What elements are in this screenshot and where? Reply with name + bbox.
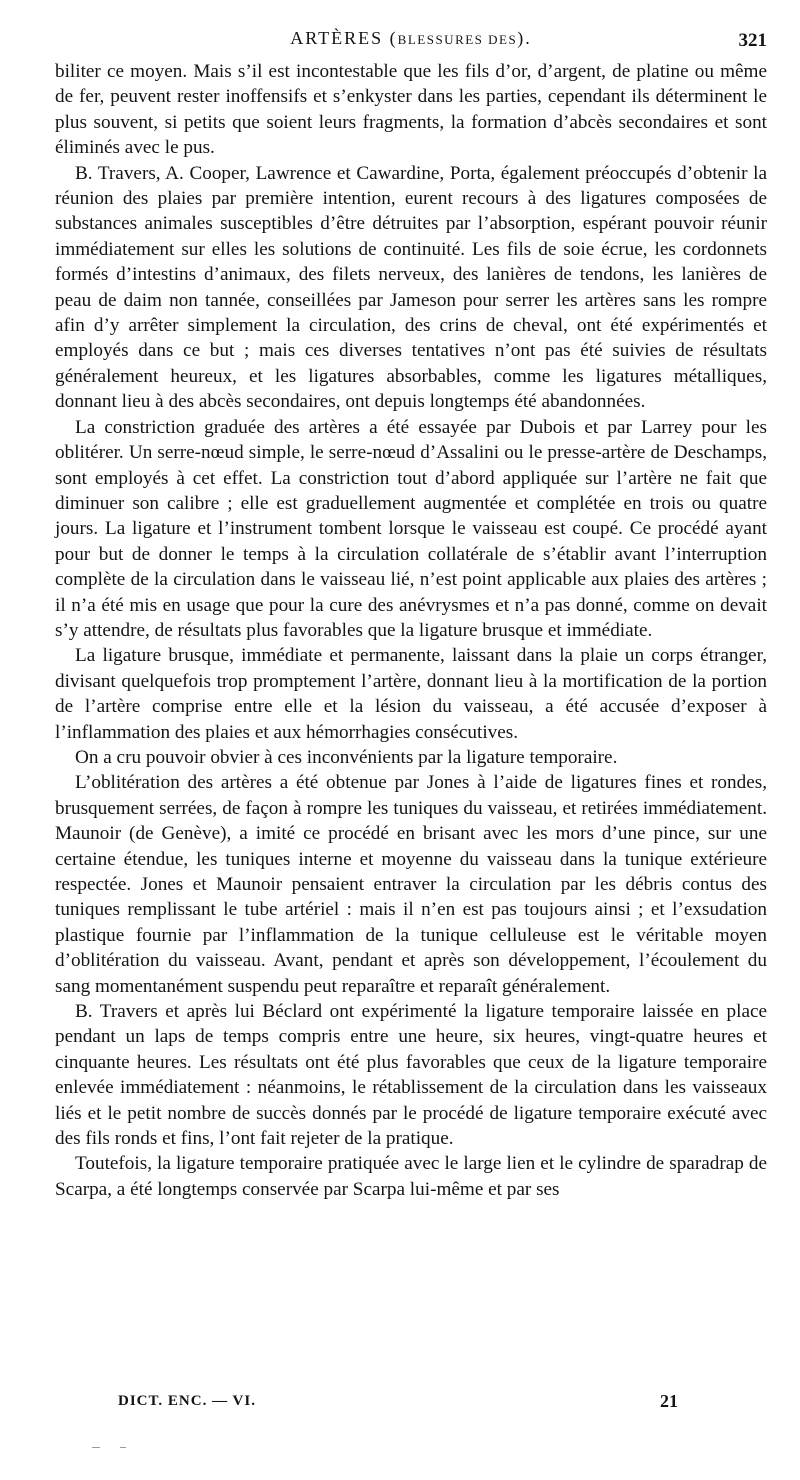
running-title-end: ). <box>517 28 532 48</box>
paragraph: B. Travers, A. Cooper, Lawrence et Cawardine, Porta, également préoccupés d’obtenir la réunion des plaies par première intention, eurent recours à des ligatures composées de substances animales susceptibles d’être détruites par l’absorption, espérant pouvoir réunir immédiatement sur elles les solutions de continuité. Les fils de soie écrue, les cordonnets formés d’intestins d’animaux, des filets nerveux, des lanières de tendons, les lanières de peau de daim non tannée, conseillées par Jameson pour serrer les artères sans les rompre afin d’y arrêter simplement la circulation, des crins de cheval, ont été expérimentés et employés dans ce but ; mais ces diverses tentatives n’ont pas été suivies de résultats généralement heureux, et les ligatures absorbables, comme les ligatures métalliques, donnant lieu à des abcès secondaires, ont depuis longtemps été abandonnées. <box>55 162 767 413</box>
scan-mark <box>120 1447 126 1448</box>
paragraph: On a cru pouvoir obvier à ces inconvénients par la ligature temporaire. <box>75 746 618 768</box>
paragraph: Toutefois, la ligature temporaire pratiquée avec le large lien et le cylindre de sparadrap de Scarpa, a été longtemps conservée par Scarpa lui-même et par ses <box>55 1153 767 1200</box>
paragraph: biliter ce moyen. Mais s’il est incontestable que les fils d’or, d’argent, de platine ou même de fer, peuvent rester inoffensifs et s’enkyster dans les parties, cependant ils déterminent le plus souvent, si petits que soient leurs fragments, la formation d’abcès secondaires et sont éliminés avec le pus. <box>55 61 767 159</box>
running-title-main: ARTÈRES ( <box>290 28 398 48</box>
running-title-small-caps: BLESSURES DES <box>397 32 518 47</box>
paragraph: La ligature brusque, immédiate et permanente, laissant dans la plaie un corps étranger, divisant quelquefois trop promptement l’artère, donnant lieu à la mortification de la portion de l’artère comprise entre elle et la lésion du vaisseau, a été accusée d’exposer à l’inflammation des plaies et aux hémorrhagies consécutives. <box>55 645 767 743</box>
running-header <box>55 28 767 58</box>
running-title <box>55 28 767 49</box>
page-number: 321 <box>738 30 767 51</box>
body-text <box>55 59 767 1202</box>
scan-mark <box>92 1447 100 1448</box>
paragraph: L’oblitération des artères a été obtenue par Jones à l’aide de ligatures fines et rondes, brusquement serrées, de façon à rompre les tuniques du vaisseau, et retirées immédiatement. Maunoir (de Genève), a imité ce procédé en brisant avec les mors d’une pince, sur une certaine étendue, les tuniques interne et moyenne du vaisseau dans la tunique extérieure respectée. Jones et Maunoir pensaient entraver la circulation par les débris contus des tuniques remplissant le tube artériel : mais il n’en est pas toujours ainsi ; et l’exsudation plastique fournie par l’inflammation de la tunique celluleuse est le véritable moyen d’oblitération du vaisseau. Avant, pendant et après son développement, l’écoulement du sang momentanément suspendu peut reparaître et reparaît généralement. <box>55 772 767 997</box>
paragraph: La constriction graduée des artères a été essayée par Dubois et par Larrey pour les oblitérer. Un serre-nœud simple, le serre-nœud d’Assalini ou le presse-artère de Deschamps, sont employés à cet effet. La constriction tout d’abord appliquée sur l’artère ne fait que diminuer son calibre ; elle est graduellement augmentée et complétée en trois ou quatre jours. La ligature et l’instrument tombent lorsque le vaisseau est coupé. Ce procédé ayant pour but de donner le temps à la circulation collatérale de s’établir avant l’interruption complète de la circulation dans le vaisseau lié, n’est point applicable aux plaies des artères ; il n’a été mis en usage que pour la cure des anévrysmes et n’a pas donné, comme on devait s’y attendre, de résultats plus favorables que la ligature brusque et immédiate. <box>55 416 767 641</box>
signature-mark: 21 <box>660 1391 678 1411</box>
paragraph: B. Travers et après lui Béclard ont expérimenté la ligature temporaire laissée en place pendant un laps de temps compris entre une heure, six heures, vingt-quatre heures et cinquante heures. Les résultats ont été plus favorables que ceux de la ligature temporaire enlevée immédiatement : néanmoins, le rétablissement de la circulation dans les vaisseaux liés et le petit nombre de succès donnés par le procédé de ligature temporaire exécuté avec des fils ronds et fins, l’ont fait rejeter de la pratique. <box>55 1001 767 1150</box>
footer-volume-label: DICT. ENC. — VI. <box>118 1393 256 1409</box>
page-footer <box>118 1393 678 1421</box>
